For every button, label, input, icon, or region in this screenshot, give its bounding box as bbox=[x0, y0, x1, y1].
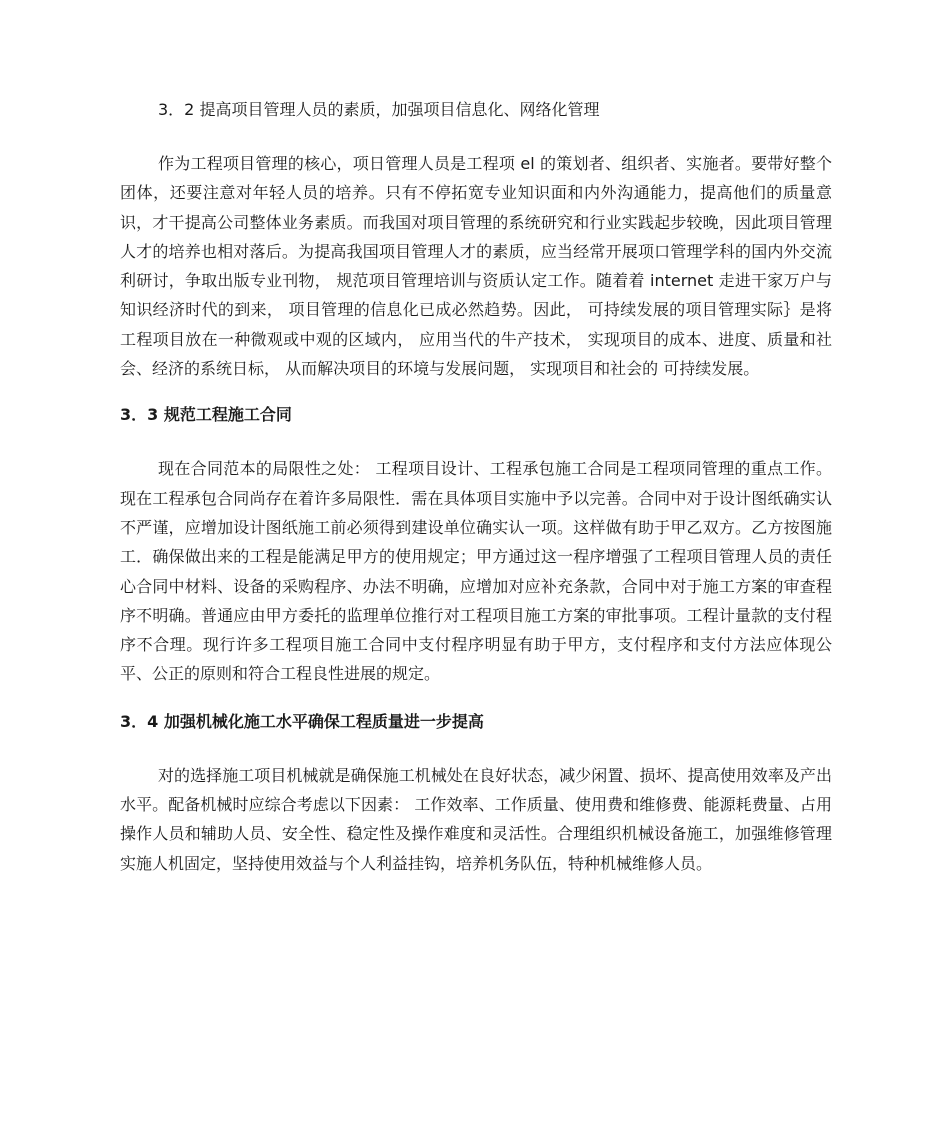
section-heading-3-2: 3．2 提高项目管理人员的素质，加强项目信息化、网络化管理 bbox=[158, 100, 600, 119]
section-heading-3-4: 3．4 加强机械化施工水平确保工程质量进一步提高 bbox=[120, 711, 484, 731]
section-paragraph-3-3: 现在合同范本的局限性之处： 工程项目设计、工程承包施工合同是工程项同管理的重点工作。现在工程承包合同尚存在着许多局限性．需在具体项目实施中予以完善。合同中对于设计图纸确实认不严谨，应增加设计图纸施工前必须得到建设单位确实认一项。这样做有助于甲乙双方。乙方按图施工．确保做出来的工程是能满足甲方的使用规定；甲方通过这一程序增强了工程项目管理人员的责任心合同中材料、设备的采购程序、办法不明确，应增加对应补充条款，合同中对于施工方案的审查程序不明确。普通应由甲方委托的监理单位推行对工程项目施工方案的审批事项。工程计量款的支付程序不合理。现行许多工程项目施工合同中支付程序明显有助于甲方，支付程序和支付方法应体现公平、公正的原则和符合工程良性进展的规定。 bbox=[120, 459, 832, 684]
section-paragraph-3-2: 作为工程项目管理的核心，项日管理人员是工程项 el 的策划者、组织者、实施者。要带好整个团体，还要注意对年轻人员的培养。只有不停拓宽专业知识面和内外沟通能力，提高他们的质量意识，才干提高公司整体业务素质。而我国对项目管理的系统研究和行业实践起步较晚，因此项目管理人才的培养也相对落后。为提高我国项目管理人才的素质，应当经常开展项口管理学科的国内外交流利研讨，争取出版专业刊物， 规范项目管理培训与资质认定工作。随着着 internet 走进干家万户与知识经济时代的到来， 项目管理的信息化已成必然趋势。因此， 可持续发展的项目管理实际｝是将工程项目放在一种微观或中观的区域内， 应用当代的牛产技术， 实现项目的成本、进度、质量和社会、经济的系统日标， 从而解决项目的环境与发展问题， 实现项目和社会的 可持续发展。 bbox=[120, 154, 832, 379]
section-heading-3-3: 3．3 规范工程施工合同 bbox=[120, 405, 292, 425]
section-paragraph-3-4: 对的选择施工项目机械就是确保施工机械处在良好状态，减少闲置、损坏、提高使用效率及产出水平。配备机械时应综合考虑以下因素： 工作效率、工作质量、使用费和维修费、能源耗费量、占用操作人员和辅助人员、安全性、稳定性及操作难度和灵活性。合理组织机械设备施工，加强维修管理实施人机固定，坚持使用效益与个人利益挂钩，培养机务队伍，特种机械维修人员。 bbox=[120, 765, 832, 873]
